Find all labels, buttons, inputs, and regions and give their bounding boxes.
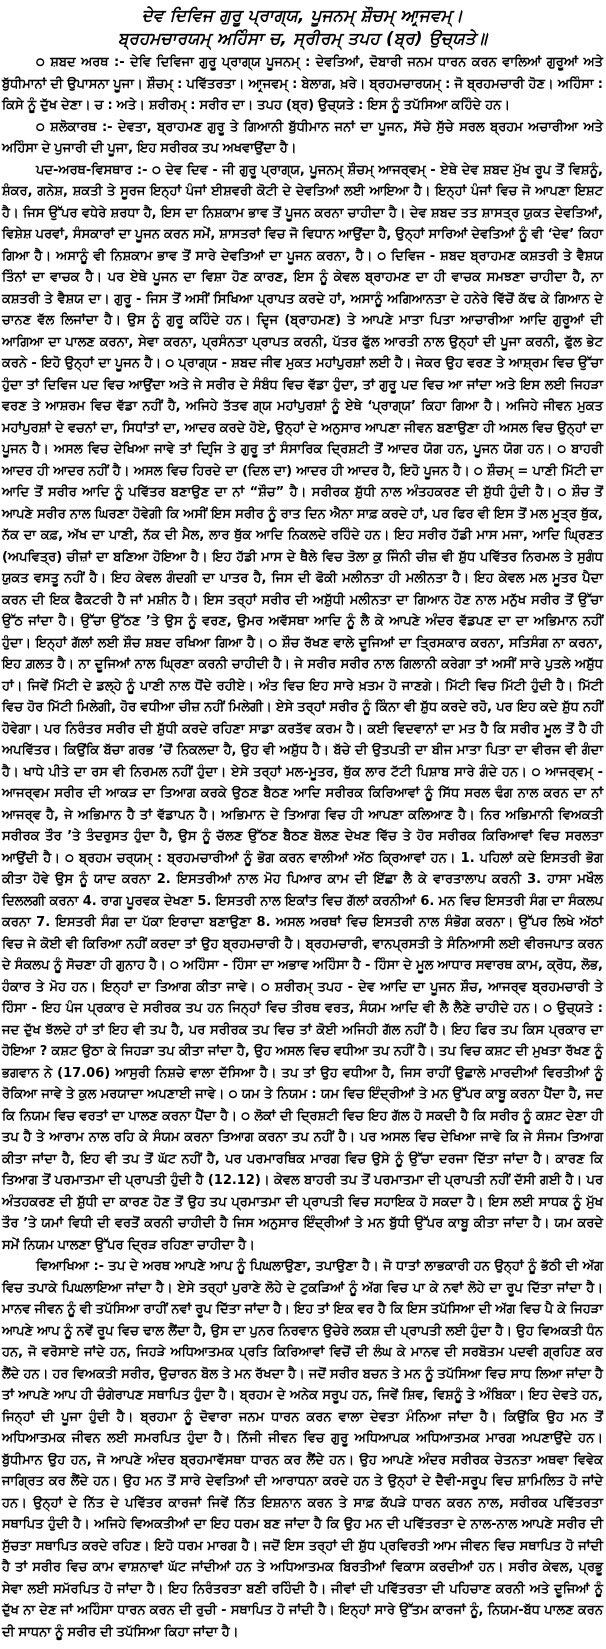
paragraph-pad-arth-visthar [2,160,603,1257]
section-separator: :- [96,119,118,135]
section-label-viakhia: ਵਿਆਖਿਆ [36,1259,90,1274]
sloka-title [2,4,603,50]
section-separator: :- [132,162,153,178]
section-text-shabad-arth: ਦੇਵਿ ਦਿਵਿਜਾ ਗੁਰੂ ਪ੍ਰਾਗ੍ਯ ਪੂਜਨਮ੍ : ਦੇਵਤਿਆਂ, ਦੋਬਾਰੀ ਜਨਮ ਧਾਰਨ ਕਰਨ ਵਾਲਿਆਂ ਗੁਰੂਆਂ ਅਤੇ ਬੁੱਧੀਮਾਨਾਂ ਦੀ ਉਪਾਸਨਾ ਪੂਜਾ। ਸ਼ੌਚਮ੍ : ਪਵਿੱਤਰਤਾ। ਆਰ੍ਜਵਮ੍ : ਬੇਲਾਗ, ਖ਼ਰੇ। ਬ੍ਰਹਮਚਾਰਯਮ੍ : ਜੋ ਬ੍ਰਹਮਚਾਰੀ ਹੋਣ। ਅਹਿੰਸਾ : ਕਿਸੇ ਨੂੰ ਦੁੱਖ ਦੇਣਾ। ਚ : ਅਤੇ। ਸ਼ਰੀਰਮ੍ : ਸਰੀਰ ਦਾ। ਤਪਹ (ਬ੍ਰ) ਉਚ੍ਯਤੇ : ਇਸ ਨੂੰ ਤਪੱਸਿਆ ਕਹਿੰਦੇ ਹਨ। [2,55,604,113]
section-text-viakhia: ਤਪ ਦੇ ਅਰਥ ਆਪਣੇ ਆਪ ਨੂੰ ਪਿਘਲਾਉਣਾ, ਤਪਾਉਣਾ ਹੈ। ਜੋ ਧਾਤਾਂ ਲਾਭਕਾਰੀ ਹਨ ਉਨ੍ਹਾਂ ਨੂੰ ਭੱਠੀ ਦੀ ਅੱਗ ਵਿਚ ਤਪਾਕੇ ਪਿਘਲਾਇਆ ਜਾਂਦਾ ਹੈ। ਏਸੇ ਤਰ੍ਹਾਂ ਪੁਰਾਣੇ ਲੋਹੇ ਦੇ ਟੁਕੜਿਆਂ ਨੂੰ ਅੱਗ ਵਿਚ ਪਾ ਕੇ ਨਵਾਂ ਲੋਹੇ ਦਾ ਰੂਪ ਦਿੱਤਾ ਜਾਂਦਾ ਹੈ। ਮਾਨਵ ਜੀਵਨ ਨੂੰ ਵੀ ਤਪੱਸਿਆ ਰਾਹੀਂ ਨਵਾਂ ਰੂਪ ਦਿੱਤਾ ਜਾਂਦਾ ਹੈ। ਇਹ ਤਾਂ ਇਕ ਵਰ ਹੈ ਕਿ ਇਸ ਤਪੱਸਿਆ ਦੀ ਅੱਗ ਵਿਚ ਪੈ ਕੇ ਜਿਹੜਾ ਆਪਣੇ ਆਪ ਨੂੰ ਨਵੇਂ ਰੂਪ ਵਿਚ ਢਾਲ ਲੈਂਦਾ ਹੈ, ਉਸ ਦਾ ਪੁਨਰ ਨਿਰਵਾਨ ਉਚੇਰੇ ਲਕਸ਼ ਦੀ ਪ੍ਰਾਪਤੀ ਲਈ ਹੁੰਦਾ ਹੈ। ਉਹ ਵਿਅਕਤੀ ਧੰਨ ਹਨ, ਜੋ ਵਰੋਸਾਏ ਜਾਂਦੇ ਹਨ, ਜਿਹੜੇ ਅਧਿਆਤਮਕ ਪ੍ਰਤਿ ਕਿਰਿਆਵਾਂ ਵਿਚੋਂ ਦੀ ਲੰਘ ਕੇ ਮਾਨਵ ਦੀ ਸਰਬੋਤਮ ਪਦਵੀ ਗ੍ਰਹਿਣ ਕਰ ਲੈਂਦੇ ਹਨ। ਹਰ ਵਿਅਕਤੀ ਸਰੀਰ, ਉਚਾਰਨ ਬੋਲ ਤੇ ਮਨ ਰੱਖਦਾ ਹੈ। ਜਦੋਂ ਸਰੀਰ ਬਚਨ ਤੇ ਮਨ ਨੂੰ ਤਪੱਸਿਆ ਵਿਚ ਸਾਧ ਲਿਆ ਜਾਂਦਾ ਹੈ ਤਾਂ ਆਪਣੇ ਆਪ ਹੀ ਚੰਗੇਰਾਪਣ ਸਥਾਪਿਤ ਹੁੰਦਾ ਹੈ। ਬ੍ਰਹਮ ਦੇ ਅਨੇਕ ਸਰੂਪ ਹਨ, ਜਿਵੇਂ ਸ਼ਿਵ, ਵਿਸ਼ਨੂੰ ਤੇ ਅੰਬਿਕਾ। ਇਹ ਦੇਵਤੇ ਹਨ, ਜਿਨ੍ਹਾਂ ਦੀ ਪੂਜਾ ਹੁੰਦੀ ਹੈ। ਬ੍ਰਹਮਾ ਨੂੰ ਦੋਵਾਰਾ ਜਨਮ ਧਾਰਨ ਕਰਨ ਵਾਲਾ ਦੇਵਤਾ ਮੰਨਿਆ ਜਾਂਦਾ ਹੈ। ਕਿਉਂਕਿ ਉਹ ਮਨ ਤੋਂ ਅਧਿਆਤਮਕ ਜੀਵਨ ਲਈ ਸਮਰਪਿਤ ਹੁੰਦਾ ਹੈ। ਨਿੱਜੀ ਜੀਵਨ ਵਿਚ ਗੁਰੂ ਅਧਿਆਪਕ ਅਧਿਆਤਮਕ ਮਾਰਗ ਅਪਣਾਉਂਦੇ ਹਨ। ਬੁੱਧੀਮਾਨ ਉਹ ਹਨ, ਜੋ ਆਪਣੇ ਅੰਦਰ ਬ੍ਰਹਮਾਵੱਸਥਾ ਧਾਰਨ ਕਰ ਲੈਂਦੇ ਹਨ। ਉਹ ਆਪਣੇ ਅੰਦਰ ਸਰੀਰਕ ਚੇਤਨਤਾ ਅਥਵਾ ਵਿਵੇਕ ਜਾਗ੍ਰਿਤ ਕਰ ਲੈਂਦੇ ਹਨ। ਉਹ ਮਨ ਤੋਂ ਸਾਰੇ ਦੇਵਤਿਆਂ ਦੀ ਆਰਾਧਨਾ ਕਰਦੇ ਹਨ ਤੇ ਉਨ੍ਹਾਂ ਦੇ ਦੈਵੀ-ਸਰੂਪ ਵਿਚ ਸ਼ਾਮਿਲਿਤ ਹੋ ਜਾਂਦੇ ਹਨ। ਉਨ੍ਹਾਂ ਦੇ ਨਿੱਤ ਦੇ ਪਵਿੱਤਰ ਕਾਰਜਾਂ ਜਿਵੇਂ ਨਿੱਤ ਇਸ਼ਨਾਨ ਕਰਨ ਤੇ ਸਾਫ਼ ਕੱਪੜੇ ਧਾਰਨ ਕਰਨ ਨਾਲ, ਸਰੀਰਕ ਪਵਿੱਤਰਤਾ ਸਥਾਪਿਤ ਹੁੰਦੀ ਹੈ। ਅਜਿਹੇ ਵਿਅਕਤੀਆਂ ਦਾ ਇਹ ਧਰਮ ਬਣ ਜਾਂਦਾ ਹੈ ਕਿ ਉਹ ਮਨ ਦੀ ਪਵਿੱਤਰਤਾ ਦੇ ਨਾਲ-ਨਾਲ ਆਪਣੇ ਸਰੀਰ ਦੀ ਸੁੱਚਤਾ ਸਥਾਪਿਤ ਕਰਦੇ ਰਹਿਣ। ਇਹੋ ਧਰਮ ਮਾਰਗ ਹੈ। ਜਦੋਂ ਇਸ ਤਰ੍ਹਾਂ ਦੀ ਸ਼ੁੱਧ ਪ੍ਰਵਿਰਤੀ ਆਮ ਜੀਵਨ ਵਿਚ ਸਥਾਪਿਤ ਹੋ ਜਾਂਦੀ ਹੈ ਤਾਂ ਸਰੀਰ ਵਿਚ ਕਾਮ ਵਾਸ਼ਨਾਵਾਂ ਘੱਟ ਜਾਂਦੀਆਂ ਹਨ ਤੇ ਅਧਿਆਤਮਕ ਬਿਰਤੀਆਂ ਵਿਕਾਸ ਕਰਦੀਆਂ ਹਨ। ਸਰੀਰ ਕੇਵਲ, ਪ੍ਰਭੂ ਸੇਵਾ ਲਈ ਸਮੱਰਪਿਤ ਹੋ ਜਾਂਦਾ ਹੈ। ਇਹ ਨਿਰੰਤਰਤਾ ਬਣੀ ਰਹਿੰਦੀ ਹੈ। ਜੀਵਾਂ ਦੀ ਪਵਿੱਤਰਤਾ ਦੀ ਪਹਿਚਾਣ ਕਰਨੀ ਅਤੇ ਦੂਜਿਆਂ ਨੂੰ ਦੁੱਖ ਨਾ ਦੇਣ ਜਾਂ ਅਹਿੰਸਾ ਧਾਰਨ ਕਰਨ ਦੀ ਰੁਚੀ - ਸਥਾਪਿਤ ਹੋ ਜਾਂਦੀ ਹੈ। ਇਨ੍ਹਾਂ ਸਾਰੇ ਉੱਤਮ ਕਾਰਜਾਂ ਨੂੰ, ਨਿਯਮ-ਬੱਧ ਪਾਲਣ ਕਰਨ ਦੀ ਸਾਧਨਾ ਨੂੰ ਸਰੀਰ ਦੀ ਤਪੱਸਿਆ ਕਿਹਾ ਜਾਂਦਾ ਹੈ। [2,1259,603,1640]
section-label-pad-arth-visthar: ਪਦ-ਅਰਥ-ਵਿਸਥਾਰ [36,162,133,178]
section-bullet: ੦ [36,55,51,70]
sloka-title-line-1: ਦੇਵ ਦਿਵਿਜ ਗੁਰੂ ਪ੍ਰਾਗ੍ਯ, ਪੂਜਨਮ੍ ਸ਼ੌਚਮ੍ ਆਰ੍ਜਵਮ੍। [141,6,464,25]
section-separator: :- [89,1259,109,1274]
section-text-shlokarth: ਦੇਵਤਾ, ਬ੍ਰਾਹਮਣ ਗੁਰੂ ਤੇ ਗਿਆਨੀ ਬੁੱਧੀਮਾਨ ਜਨਾਂ ਦਾ ਪੂਜਨ, ਸੱਚੇ ਸੁੱਚੇ ਸਰਲ ਬ੍ਰਹਮ ਅਚਾਰੀਆ ਅਤੇ ਅਹਿੰਸਾ ਦੇ ਪੁਜਾਰੀ ਦੀ ਪੂਜਾ, ਇਹ ਸਰੀਰਕ ਤਪ ਅਖਵਾਉਂਦਾ ਹੈ। [2,119,603,156]
paragraph-shlokarth [2,117,603,160]
sloka-title-line-2: ਬ੍ਰਹਮਚਾਰਯਮ੍ ਅਹਿੰਸਾ ਚ, ਸ੍ਰੀਰਮ੍ ਤਪਹ (ਬ੍ਰ) ਉਚ੍ਯਤੇ॥ [117,29,488,48]
section-label-shabad-arth: ਸ਼ਬਦ ਅਰਥ [50,55,109,70]
section-label-shlokarth: ਸ਼ਲੋਕਾਰਥ [50,119,97,135]
paragraph-shabad-arth [2,52,603,117]
section-bullet: ੦ [36,119,51,135]
section-text-pad-arth-visthar: ੦ ਦੇਵ ਦਿਵ - ਜੀ ਗੁਰੂ ਪ੍ਰਾਗ੍ਯ, ਪੂਜਨਮ੍ ਸ਼ੌਚਮ੍ ਆਜਰ੍ਵਮ੍ - ਏਥੇ ਦੇਵ ਸ਼ਬਦ ਮੁੱਖ ਰੂਪ ਤੋਂ ਵਿਸ਼ਨੂੰ, ਸ਼ੰਕਰ, ਗਨੇਸ਼, ਸ਼ਕਤੀ ਤੇ ਸੂਰਜ ਇਨ੍ਹਾਂ ਪੰਜਾਂ ਈਸ਼ਵਰੀ ਕੋਟੀ ਦੇ ਦੇਵਤਿਆਂ ਲਈ ਆਇਆ ਹੈ। ਇਨ੍ਹਾਂ ਪੰਜਾਂ ਵਿਚ ਜੋ ਆਪਣਾ ਇਸ਼ਟ ਹੈ। ਜਿਸ ਉੱਪਰ ਵਧੇਰੇ ਸ਼ਰਧਾ ਹੈ, ਇਸ ਦਾ ਨਿਸ਼ਕਾਮ ਭਾਵ ਤੋਂ ਪੂਜਨ ਕਰਨਾ ਚਾਹੀਦਾ ਹੈ। ਦੇਵ ਸ਼ਬਦ ਤਤ ਸ਼ਾਸਤ੍ਰ ਯੁਕਤ ਦੇਵਤਿਆਂ, ਵਿਸ਼ੇਸ਼ ਪਰਵਾਂ, ਸੰਸਕਾਰਾਂ ਦਾ ਪੂਜਨ ਕਰਨ ਸਮੇਂ, ਸ਼ਾਸਤਰਾਂ ਵਿਚ ਜੋ ਵਿਧਾਨ ਆਉਂਦਾ ਹੈ, ਉਨ੍ਹਾਂ ਸਾਰਿਆਂ ਦੇਵਤਿਆਂ ਨੂੰ ਵੀ ‘ਦੇਵ’ ਕਿਹਾ ਗਿਆ ਹੈ। ਅਸਾਨੂੰ ਵੀ ਨਿਸ਼ਕਾਮ ਭਾਵ ਤੋਂ ਸਾਰੇ ਦੇਵਤਿਆਂ ਦਾ ਪੂਜਨ ਕਰਨਾ, ਹੈ। ੦ ਦਿਵਿਜ - ਸ਼ਬਦ ਬ੍ਰਾਹਮਣ ਕਸ਼ਤਰੀ ਤੇ ਵੈਸ਼ਯ ਤਿੰਨਾਂ ਦਾ ਵਾਚਕ ਹੈ। ਪਰ ਏਥੇ ਪੂਜਨ ਦਾ ਵਿਸ਼ਾ ਹੋਣ ਕਾਰਣ, ਇਸ ਨੂੰ ਕੇਵਲ ਬ੍ਰਾਹਮਣ ਦਾ ਹੀ ਵਾਚਕ ਸਮਝਣਾ ਚਾਹੀਦਾ ਹੈ, ਨਾ ਕਸ਼ਤਰੀ ਤੇ ਵੈਸ਼ਯ ਦਾ। ਗੁਰੂ - ਜਿਸ ਤੋਂ ਅਸੀਂ ਸਿਖਿਆ ਪ੍ਰਾਪਤ ਕਰਦੇ ਹਾਂ, ਅਸਾਨੂੰ ਅਗਿਆਨਤਾ ਦੇ ਹਨੇਰੇ ਵਿੱਚੋਂ ਕੱਢ ਕੇ ਗਿਆਨ ਦੇ ਚਾਨਣ ਵੱਲ ਲਿਜਾਂਦਾ ਹੈ। ਉਸ ਨੂੰ ਗੁਰੂ ਕਹਿੰਦੇ ਹਨ। ਦਿਵ੍ਜ (ਬ੍ਰਾਹਮਣ) ਤੇ ਆਪਣੇ ਮਾਤਾ ਪਿਤਾ ਆਚਾਰੀਆ ਆਦਿ ਗੁਰੂਆਂ ਦੀ ਆਗਿਆ ਦਾ ਪਾਲਣ ਕਰਨਾ, ਸੇਵਾ ਕਰਨਾ, ਪ੍ਰਸੰਨਤਾ ਪ੍ਰਾਪਤ ਕਰਨੀ, ਪੱਤਰ ਫੁੱਲ ਆਰਤੀ ਨਾਲ ਉਨ੍ਹਾਂ ਦੀ ਪੂਜਾ ਕਰਨੀ, ਫੁੱਲ ਭੇਟ ਕਰਨੇ - ਇਹੋ ਉਨ੍ਹਾਂ ਦਾ ਪੂਜਨ ਹੈ। ੦ ਪ੍ਰਾਗ੍ਯ - ਸ਼ਬਦ ਜੀਵ ਮੁਕਤ ਮਹਾਂਪੁਰਸ਼ਾਂ ਲਈ ਹੈ। ਜੇਕਰ ਉਹ ਵਰਣ ਤੇ ਆਸ਼੍ਰਮ ਵਿਚ ਉੱਚਾ ਹੁੰਦਾ ਤਾਂ ਦਿਵਿਜ ਪਦ ਵਿਚ ਆਉਂਦਾ ਅਤੇ ਜੇ ਸਰੀਰ ਦੇ ਸੰਬੰਧ ਵਿਚ ਵੱਡਾ ਹੁੰਦਾ, ਤਾਂ ਗੁਰੂ ਪਦ ਵਿਚ ਆ ਜਾਂਦਾ ਅਤੇ ਇਸ ਲਈ ਜਿਹੜਾ ਵਰਣ ਤੇ ਆਸ਼ਰਮ ਵਿਚ ਵੱਡਾ ਨਹੀਂ ਹੈ, ਅਜਿਹੇ ਤੱਤਵ ਗ੍ਯ ਮਹਾਂਪੁਰਸ਼ਾਂ ਨੂੰ ਏਥੇ ‘ਪ੍ਰਾਗ੍ਯ’ ਕਿਹਾ ਗਿਆ ਹੈ। ਅਜਿਹੇ ਜੀਵਨ ਮੁਕਤ ਮਹਾਂਪੁਰਸ਼ਾਂ ਦੇ ਵਚਨਾਂ ਦਾ, ਸਿਧਾਂਤਾਂ ਦਾ, ਆਦਰ ਕਰਦੇ ਹੋਏ, ਉਨ੍ਹਾਂ ਦੇ ਅਨੁਸਾਰ ਆਪਣਾ ਜੀਵਨ ਬਣਾਉਣਾ ਹੀ ਅਸਲ ਵਿਚ ਉਨ੍ਹਾਂ ਦਾ ਪੂਜਨ ਹੈ। ਅਸਲ ਵਿਚ ਦੇਖਿਆ ਜਾਵੇ ਤਾਂ ਦਿਵ੍ਜਿ ਤੇ ਗੁਰੂ ਤਾਂ ਸੰਸਾਰਿਕ ਦ੍ਰਿਸ਼ਟੀ ਤੋਂ ਆਦਰ ਯੋਗ ਹਨ, ਪੂਜਨ ਯੋਗ ਹਨ। ੦ ਬਾਹਰੀ ਆਦਰ ਹੀ ਆਦਰ ਨਹੀਂ ਹੈ। ਅਸਲ ਵਿਚ ਹਿਰਦੇ ਦਾ (ਦਿਲ ਦਾ) ਆਦਰ ਹੀ ਆਦਰ ਹੈ, ਇਹੋ ਪੂਜਨ ਹੈ। ੦ ਸ਼ੌਚਮ੍ = ਪਾਣੀ ਮਿੱਟੀ ਦਾ ਆਦਿ ਤੋਂ ਸਰੀਰ ਆਦਿ ਨੂੰ ਪਵਿੱਤਰ ਬਣਾਉਣ ਦਾ ਨਾਂ “ਸ਼ੌਚ” ਹੈ। ਸਰੀਰਕ ਸ਼ੁੱਧੀ ਨਾਲ ਅੰਤਹਕਰਣ ਦੀ ਸ਼ੁੱਧੀ ਹੁੰਦੀ ਹੈ। ੦ ਸ਼ੌਚ ਤੋਂ ਆਪਣੇ ਸਰੀਰ ਨਾਲ ਘਿਰਣਾ ਹੋਵੇਗੀ ਕਿ ਅਸੀਂ ਇਸ ਸਰੀਰ ਨੂੰ ਰਾਤ ਦਿਨ ਐਨਾ ਸਾਫ਼ ਕਰਦੇ ਹਾਂ, ਪਰ ਫਿਰ ਵੀ ਇਸ ਤੋਂ ਮਲ ਮੂਤ੍ਰ ਥੁੱਕ, ਨੱਕ ਦਾ ਕਫ਼, ਅੱਖ ਦਾ ਪਾਣੀ, ਨੱਕ ਦੀ ਮੈਲ, ਲਾਰ ਥੁੱਕ ਆਦਿ ਨਿਕਲਦੇ ਰਹਿੰਦੇ ਹਨ। ਇਹ ਸਰੀਰ ਹੱਡੀ ਮਾਸ ਮਜਾ, ਆਦਿ ਘ੍ਰਿਣਤ (ਅਪਵਿਤ੍ਰ) ਚੀਜ਼ਾਂ ਦਾ ਬਣਿਆ ਹੋਇਆ ਹੈ। ਇਹ ਹੱਡੀ ਮਾਸ ਦੇ ਥੈਲੇ ਵਿਚ ਤੋਲਾ ਕੁ ਜਿੰਨੀ ਚੀਜ਼ ਵੀ ਸ਼ੁੱਧ ਪਵਿੱਤਰ ਨਿਰਮਲ ਤੇ ਸੁਗੰਧ ਯੁਕਤ ਵਸਤੂ ਨਹੀਂ ਹੈ। ਇਹ ਕੇਵਲ ਗੰਦਗੀ ਦਾ ਪਾਤਰ ਹੈ, ਜਿਸ ਦੀ ਫੋਕੀ ਮਲੀਨਤਾ ਹੀ ਮਲੀਨਤਾ ਹੈ। ਇਹ ਕੇਵਲ ਮਲ ਮੂਤਰ ਪੈਦਾ ਕਰਨ ਦੀ ਇਕ ਫੈਕਟਰੀ ਹੈ ਜਾਂ ਮਸ਼ੀਨ ਹੈ। ਇਸ ਤਰ੍ਹਾਂ ਸਰੀਰ ਦੀ ਅਸ਼ੁੱਧੀ ਮਲੀਨਤਾ ਦਾ ਗਿਆਨ ਹੋਣ ਨਾਲ ਮਨੁੱਖ ਸਰੀਰ ਤੋਂ ਉੱਚਾ ਉੱਠ ਜਾਂਦਾ ਹੈ। ਉੱਚਾ ਉੱਠਣ ’ਤੇ ਉਸ ਨੂੰ ਵਰਣ, ਉਮਰ ਅਵੱਸਥਾ ਆਦਿ ਨੂੰ ਲੈ ਕੇ ਆਪਣੇ ਅੰਦਰ ਵੱਡਪਣ ਦਾ ਦਾ ਅਭਿਮਾਨ ਨਹੀਂ ਹੁੰਦਾ। ਇਨ੍ਹਾਂ ਗੱਲਾਂ ਲਈ ਸ਼ੌਚ ਸ਼ਬਦ ਰਖਿਆ ਗਿਆ ਹੈ। ੦ ਸ਼ੌਚ ਰੱਖਣ ਵਾਲੇ ਦੂਜਿਆਂ ਦਾ ਤ੍ਰਿਸਕਾਰ ਕਰਨਾ, ਸਤਿਸੰਗ ਨਾ ਕਰਨਾ, ਇਹ ਗ਼ਲਤ ਹੈ। ਨਾ ਦੂਜਿਆਂ ਨਾਲ ਘ੍ਰਿਣਾ ਕਰਨੀ ਚਾਹੀਦੀ ਹੈ। ਜੇ ਸਰੀਰ ਸਰੀਰ ਨਾਲ ਗਿਲਾਨੀ ਕਰੇਗਾ ਤਾਂ ਅਸੀਂ ਸਾਰੇ ਪੁਤਲੇ ਅਸ਼ੁੱਧ ਹਾਂ। ਜਿਵੇਂ ਮਿੱਟੀ ਦੇ ਡਲ੍ਹੇ ਨੂੰ ਪਾਣੀ ਨਾਲ ਧੋਂਦੇ ਰਹੀਏ। ਅੰਤ ਵਿਚ ਇਹ ਸਾਰੇ ਖ਼ਤਮ ਹੋ ਜਾਣਗੇ। ਮਿੱਟੀ ਵਿਚ ਮਿੱਟੀ ਹੁੰਦੀ ਹੈ। ਮਿੱਟੀ ਵਿਚ ਹੋਰ ਮਿੱਟੀ ਮਿਲੇਗੀ, ਹੋਰ ਵਧੀਆ ਚੀਜ਼ ਨਹੀਂ ਮਿਲੇਗੀ। ਏਸੇ ਤਰ੍ਹਾਂ ਸਰੀਰ ਨੂੰ ਕਿੰਨਾ ਵੀ ਸ਼ੁੱਧ ਕਰਦੇ ਰਹੋ, ਪਰ ਇਹ ਕਦੇ ਸ਼ੁੱਧ ਨਹੀਂ ਹੋਵੇਗਾ। ਪਰ ਨਿਰੰਤਰ ਸਰੀਰ ਦੀ ਸ਼ੁੱਧੀ ਕਰਦੇ ਰਹਿਣਾ ਸਾਡਾ ਕਰਤੱਵ ਕਰਮ ਹੈ। ਕਈ ਵਿਦਵਾਨਾਂ ਦਾ ਮਤ ਹੈ ਕਿ ਸਰੀਰ ਮੂਲ ਤੋਂ ਹੈ ਹੀ ਅਪਵਿੱਤਰ। ਕਿਉਂਕਿ ਬੱਚਾ ਗਰਭ ’ਚੋਂ ਨਿਕਲਦਾ ਹੈ, ਉਹ ਵੀ ਅਸ਼ੁੱਧ ਹੈ। ਬੱਚੇ ਦੀ ਉਤਪਤੀ ਦਾ ਬੀਜ ਮਾਤਾ ਪਿਤਾ ਦਾ ਵੀਰਜ ਵੀ ਗੰਦਾ ਹੈ। ਖਾਧੇ ਪੀਤੇ ਦਾ ਰਸ ਵੀ ਨਿਰਮਲ ਨਹੀਂ ਹੁੰਦਾ। ਏਸੇ ਤਰ੍ਹਾਂ ਮਲ-ਮੂਤਰ, ਥੁੱਕ ਲਾਰ ਟੱਟੀ ਪਿਸ਼ਾਬ ਸਾਰੇ ਗੰਦੇ ਹਨ। ੦ ਆਜਰ੍ਵਮ੍ - ਆਜਰ੍ਵਮ ਸਰੀਰ ਦੀ ਆਕੜ ਦਾ ਤਿਆਗ ਕਰਕੇ ਉਠਣ ਬੈਠਣ ਆਦਿ ਸਰੀਰਕ ਕਿਰਿਆਵਾਂ ਨੂੰ ਸਿੱਧ ਸਰਲ ਢੰਗ ਨਾਲ ਕਰਨ ਦਾ ਨਾਂ ਆਜਰ੍ਵ ਹੈ, ਜੇ ਅਭਿਮਾਨ ਹੈ ਤਾਂ ਵੱਡਾਪਨ ਹੈ। ਅਭਿਮਾਨ ਦੇ ਤਿਆਗ ਵਿਚ ਹੀ ਆਪਣਾ ਕਲਿਆਣ ਹੈ। ਨਿਰ ਅਭਿਮਾਨੀ ਵਿਅਕਤੀ ਸਰੀਰਕ ਤੌਰ ’ਤੇ ਤੰਦਰੁਸਤ ਹੁੰਦਾ ਹੈ, ਉਸ ਨੂੰ ਚੱਲਣ ਉੱਠਣ ਬੈਠਣ ਬੋਲਣ ਦੇਖਣ ਵਿੱਚ ਤੇ ਹੋਰ ਸਰੀਰਕ ਕਿਰਿਆਵਾਂ ਵਿਚ ਸਰਲਤਾ ਆਉਂਦੀ ਹੈ। ੦ ਬ੍ਰਹਮ ਚਰ੍ਯਮ੍ : ਬ੍ਰਹਮਚਾਰੀਆਂ ਨੂੰ ਭੋਗ ਕਰਨ ਵਾਲੀਆਂ ਅੱਠ ਕ੍ਰਿਆਵਾਂ ਹਨ। 1. ਪਹਿਲਾਂ ਕਦੇ ਇਸਤਰੀ ਭੋਗ ਕੀਤਾ ਹੋਵੇ ਉਸ ਨੂੰ ਯਾਦ ਕਰਨਾ 2. ਇਸਤਰੀਆਂ ਨਾਲ ਮੋਹ ਪਿਆਰ ਕਾਮ ਦੀ ਇੱਛਾ ਲੈ ਕੇ ਵਾਰਤਾਲਾਪ ਕਰਨੀ 3. ਹਾਸਾ ਮਖੌਲ ਦਿਲਲਗੀ ਕਰਨਾ 4. ਰਾਗ ਪੂਰਵਕ ਦੇਖਣਾ 5. ਇਸਤਰੀ ਨਾਲ ਇਕਾਂਤ ਵਿਚ ਗੱਲਾਂ ਕਰਨੀਆਂ 6. ਮਨ ਵਿਚ ਇਸਤਰੀ ਸੰਗ ਦਾ ਸੰਕਲਪ ਕਰਨਾ 7. ਇਸਤਰੀ ਸੰਗ ਦਾ ਪੱਕਾ ਇਰਾਦਾ ਬਣਾਉਣਾ 8. ਅਸਲ ਅਰਥਾਂ ਵਿਚ ਇਸਤਰੀ ਨਾਲ ਸੰਭੋਗ ਕਰਨਾ। ਉੱਪਰ ਲਿਖੇ ਅੱਠਾਂ ਵਿਚ ਜੇ ਕੋਈ ਵੀ ਕਿਰਿਆ ਨਹੀਂ ਕਰਦਾ ਤਾਂ ਉਹ ਬ੍ਰਹਮਚਾਰੀ ਹੈ। ਬ੍ਰਹਮਚਾਰੀ, ਵਾਨਪ੍ਰਸਤੀ ਤੇ ਸੰਨਿਆਸੀ ਲਈ ਵੀਰਜਪਾਤ ਕਰਨ ਦੇ ਸੰਕਲਪ ਨੂੰ ਸੋਚਣਾ ਹੀ ਗੁਨਾਹ ਹੈ। ੦ ਅਹਿੰਸਾ - ਹਿੰਸਾ ਦਾ ਅਭਾਵ ਅਹਿੰਸਾ ਹੈ - ਹਿੰਸਾ ਦੇ ਮੂਲ ਆਧਾਰ ਸਵਾਰਥ ਕਾਮ, ਕ੍ਰੋਧ, ਲੋਭ, ਹੰਕਾਰ ਤੇ ਮੋਹ ਹਨ। ਇਨ੍ਹਾਂ ਦਾ ਤਿਆਗ ਕੀਤਾ ਜਾਵੇ। ੦ ਸ਼ਰੀਰਮ੍ ਤਪਹ - ਦੇਵ ਆਦਿ ਦਾ ਪੂਜਨ ਸ਼ੌਚ, ਆਜਰ੍ਵ ਬ੍ਰਹਮਚਾਰੀ ਤੇ ਹਿੰਸਾ - ਇਹ ਪੰਜ ਪ੍ਰਕਾਰ ਦੇ ਸਰੀਰਕ ਤਪ ਹਨ ਜਿਨ੍ਹਾਂ ਵਿਚ ਤੀਰਥ ਵਰਤ, ਸੰਯਮ ਆਦਿ ਵੀ ਲੈ ਲੈਣੇ ਚਾਹੀਦੇ ਹਨ। ੦ ਉਚ੍ਯਤੇ : ਜਦ ਦੁੱਖ ਝੱਲਦੇ ਹਾਂ ਤਾਂ ਇਹ ਵੀ ਤਪ ਹੈ, ਪਰ ਸਰੀਰਕ ਤਪ ਵਿਚ ਤਾਂ ਕੋਈ ਅਜਿਹੀ ਗੱਲ ਨਹੀਂ ਹੈ। ਇਹ ਫਿਰ ਤਪ ਕਿਸ ਪ੍ਰਕਾਰ ਦਾ ਹੋਇਆ ? ਕਸ਼ਟ ਉਠਾ ਕੇ ਜਿਹੜਾ ਤਪ ਕੀਤਾ ਜਾਂਦਾ ਹੈ, ਉਹ ਅਸਲ ਵਿਚ ਵਧੀਆ ਤਪ ਨਹੀਂ ਹੈ। ਤਪ ਵਿਚ ਕਸ਼ਟ ਦੀ ਮੁਖਤਾ ਰੱਖਣ ਨੂੰ ਭਗਵਾਨ ਨੇ (17.06) ਆਸੁਰੀ ਨਿਸ਼ਚੇ ਵਾਲਾ ਦੱਸਿਆ ਹੈ। ਤਪ ਤਾਂ ਉਹ ਵਧੀਆ ਹੈ, ਜਿਸ ਰਾਹੀਂ ਉਛਾਲੇ ਮਾਰਦੀਆਂ ਵਿਰਤੀਆਂ ਨੂੰ ਰੋਕਿਆ ਜਾਵੇ ਤੇ ਕੁਲ ਮਰਯਾਦਾ ਅਪਣਾਈ ਜਾਵੇ। ੦ ਯਮ ਤੇ ਨਿਯਮ : ਯਮ ਵਿਚ ਇੰਦ੍ਰੀਆਂ ਤੇ ਮਨ ਉੱਪਰ ਕਾਬੂ ਕਰਨਾ ਪੈਂਦਾ ਹੈ, ਜਦ ਕਿ ਨਿਯਮ ਵਿਚ ਵਰਤਾਂ ਦਾ ਪਾਲਣ ਕਰਨਾ ਪੈਂਦਾ ਹੈ। ੦ ਲੋਕਾਂ ਦੀ ਦ੍ਰਿਸ਼ਟੀ ਵਿਚ ਇਹ ਗੱਲ ਹੋ ਸਕਦੀ ਹੈ ਕਿ ਸਰੀਰ ਨੂੰ ਕਸ਼ਟ ਦੇਣਾ ਹੀ ਤਪ ਹੈ ਤੇ ਆਰਾਮ ਨਾਲ ਰਹਿ ਕੇ ਸੰਯਮ ਕਰਨਾ ਤਿਆਗ ਕਰਨਾ ਤਪ ਨਹੀਂ ਹੈ। ਪਰ ਅਸਲ ਵਿਚ ਦੇਖਿਆ ਜਾਵੇ ਕਿ ਜੇ ਸੰਜਮ ਤਿਆਗ ਕੀਤਾ ਜਾਂਦਾ ਹੈ, ਇਹ ਵੀ ਤਪ ਤੋਂ ਘੱਟ ਨਹੀਂ ਹੈ, ਪਰ ਪਰਮਾਰਥਿਕ ਮਾਰਗ ਵਿਚ ਉਸੇ ਨੂੰ ਉੱਚਾ ਦਰਜਾ ਦਿੱਤਾ ਜਾਂਦਾ ਹੈ। ਕਾਰਣ ਕਿ ਤਿਆਗ ਤੋਂ ਪਰਮਾਤਮਾ ਦੀ ਪ੍ਰਾਪਤੀ ਹੁੰਦੀ ਹੈ (12.12)। ਕੇਵਲ ਬਾਹਰੀ ਤਪ ਤੋਂ ਪਰਮਾਤਮਾ ਦੀ ਪ੍ਰਾਪਤੀ ਨਹੀਂ ਦੱਸੀ ਗਈ ਹੈ। ਪਰ ਅੰਤਹਕਰਣ ਦੀ ਸ਼ੁੱਧੀ ਦਾ ਕਾਰਣ ਹੋਣ ਤੋਂ ਉਹ ਤਪ ਪ੍ਰਮਾਤਮਾ ਦੀ ਪ੍ਰਾਪਤੀ ਵਿਚ ਸਹਾਇਕ ਹੋ ਸਕਦਾ ਹੈ। ਇਸ ਲਈ ਸਾਧਕ ਨੂੰ ਮੁੱਖ ਤੌਰ ’ਤੇ ਯਮਾਂ ਵਿਧੀ ਦੀ ਵਰਤੋਂ ਕਰਨੀ ਚਾਹੀਦੀ ਹੈ ਜਿਸ ਅਨੁਸਾਰ ਇੰਦ੍ਰੀਆਂ ਤੇ ਮਨ ਬੁੱਧੀ ਉੱਪਰ ਕਾਬੂ ਕੀਤਾ ਜਾਂਦਾ ਹੈ। ਯਮ ਕਰਦੇ ਸਮੇਂ ਨਿਯਮ ਪਾਲਣਾ ਉੱਪਰ ਦ੍ਰਿੜ ਰਹਿਣਾ ਚਾਹੀਦਾ ਹੈ। [2,162,603,1253]
paragraph-viakhia [2,1256,603,1643]
section-separator: :- [108,55,131,70]
